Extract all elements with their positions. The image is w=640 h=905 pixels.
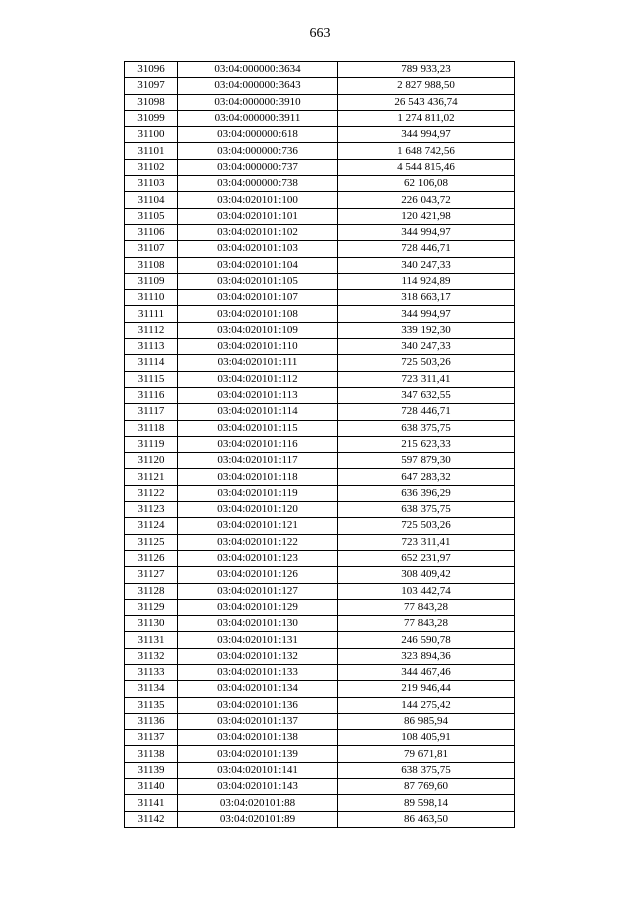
table-row bbox=[125, 550, 515, 566]
cadastral-number-cell: 03:04:020101:121 bbox=[178, 518, 338, 534]
table-row bbox=[125, 159, 515, 175]
value-cell: 347 632,55 bbox=[338, 387, 515, 403]
row-number-cell: 31139 bbox=[125, 762, 178, 778]
row-number-cell: 31142 bbox=[125, 811, 178, 827]
row-number-cell: 31138 bbox=[125, 746, 178, 762]
cadastral-number-cell: 03:04:020101:127 bbox=[178, 583, 338, 599]
cadastral-number-cell: 03:04:020101:100 bbox=[178, 192, 338, 208]
table-row bbox=[125, 110, 515, 126]
row-number-cell: 31104 bbox=[125, 192, 178, 208]
cadastral-number-cell: 03:04:020101:126 bbox=[178, 567, 338, 583]
table-row bbox=[125, 143, 515, 159]
value-cell: 723 311,41 bbox=[338, 534, 515, 550]
value-cell: 728 446,71 bbox=[338, 241, 515, 257]
cadastral-number-cell: 03:04:020101:123 bbox=[178, 550, 338, 566]
value-cell: 318 663,17 bbox=[338, 290, 515, 306]
table-row bbox=[125, 78, 515, 94]
cadastral-number-cell: 03:04:000000:738 bbox=[178, 176, 338, 192]
value-cell: 647 283,32 bbox=[338, 469, 515, 485]
row-number-cell: 31129 bbox=[125, 599, 178, 615]
cadastral-number-cell: 03:04:020101:131 bbox=[178, 632, 338, 648]
table-row bbox=[125, 730, 515, 746]
row-number-cell: 31135 bbox=[125, 697, 178, 713]
table-row bbox=[125, 518, 515, 534]
table-row bbox=[125, 306, 515, 322]
row-number-cell: 31097 bbox=[125, 78, 178, 94]
cadastral-value-table bbox=[124, 61, 515, 828]
value-cell: 108 405,91 bbox=[338, 730, 515, 746]
value-cell: 77 843,28 bbox=[338, 616, 515, 632]
table-body bbox=[125, 62, 515, 828]
row-number-cell: 31111 bbox=[125, 306, 178, 322]
value-cell: 87 769,60 bbox=[338, 779, 515, 795]
row-number-cell: 31099 bbox=[125, 110, 178, 126]
cadastral-number-cell: 03:04:020101:129 bbox=[178, 599, 338, 615]
cadastral-number-cell: 03:04:020101:139 bbox=[178, 746, 338, 762]
table-row bbox=[125, 485, 515, 501]
value-cell: 638 375,75 bbox=[338, 762, 515, 778]
cadastral-number-cell: 03:04:020101:112 bbox=[178, 371, 338, 387]
row-number-cell: 31131 bbox=[125, 632, 178, 648]
cadastral-number-cell: 03:04:020101:118 bbox=[178, 469, 338, 485]
value-cell: 344 994,97 bbox=[338, 127, 515, 143]
cadastral-number-cell: 03:04:000000:3634 bbox=[178, 62, 338, 78]
table-row bbox=[125, 322, 515, 338]
cadastral-number-cell: 03:04:000000:3911 bbox=[178, 110, 338, 126]
value-cell: 344 994,97 bbox=[338, 306, 515, 322]
value-cell: 323 894,36 bbox=[338, 648, 515, 664]
value-cell: 308 409,42 bbox=[338, 567, 515, 583]
row-number-cell: 31137 bbox=[125, 730, 178, 746]
row-number-cell: 31096 bbox=[125, 62, 178, 78]
value-cell: 77 843,28 bbox=[338, 599, 515, 615]
value-cell: 62 106,08 bbox=[338, 176, 515, 192]
row-number-cell: 31128 bbox=[125, 583, 178, 599]
value-cell: 725 503,26 bbox=[338, 355, 515, 371]
value-cell: 89 598,14 bbox=[338, 795, 515, 811]
cadastral-number-cell: 03:04:020101:105 bbox=[178, 273, 338, 289]
table-row bbox=[125, 648, 515, 664]
value-cell: 246 590,78 bbox=[338, 632, 515, 648]
value-cell: 789 933,23 bbox=[338, 62, 515, 78]
cadastral-number-cell: 03:04:020101:88 bbox=[178, 795, 338, 811]
table-row bbox=[125, 713, 515, 729]
row-number-cell: 31125 bbox=[125, 534, 178, 550]
cadastral-number-cell: 03:04:020101:103 bbox=[178, 241, 338, 257]
cadastral-number-cell: 03:04:020101:108 bbox=[178, 306, 338, 322]
table-row bbox=[125, 387, 515, 403]
row-number-cell: 31124 bbox=[125, 518, 178, 534]
row-number-cell: 31141 bbox=[125, 795, 178, 811]
row-number-cell: 31107 bbox=[125, 241, 178, 257]
value-cell: 597 879,30 bbox=[338, 453, 515, 469]
table-row bbox=[125, 453, 515, 469]
table-row bbox=[125, 762, 515, 778]
row-number-cell: 31109 bbox=[125, 273, 178, 289]
cadastral-number-cell: 03:04:020101:137 bbox=[178, 713, 338, 729]
value-cell: 79 671,81 bbox=[338, 746, 515, 762]
row-number-cell: 31114 bbox=[125, 355, 178, 371]
row-number-cell: 31103 bbox=[125, 176, 178, 192]
cadastral-number-cell: 03:04:020101:138 bbox=[178, 730, 338, 746]
cadastral-number-cell: 03:04:020101:114 bbox=[178, 404, 338, 420]
table-row bbox=[125, 811, 515, 827]
value-cell: 219 946,44 bbox=[338, 681, 515, 697]
table-row bbox=[125, 599, 515, 615]
table-row bbox=[125, 616, 515, 632]
table-row bbox=[125, 420, 515, 436]
cadastral-number-cell: 03:04:020101:136 bbox=[178, 697, 338, 713]
row-number-cell: 31133 bbox=[125, 664, 178, 680]
value-cell: 103 442,74 bbox=[338, 583, 515, 599]
row-number-cell: 31122 bbox=[125, 485, 178, 501]
table-row bbox=[125, 795, 515, 811]
cadastral-number-cell: 03:04:020101:116 bbox=[178, 436, 338, 452]
row-number-cell: 31117 bbox=[125, 404, 178, 420]
table-row bbox=[125, 355, 515, 371]
table-row bbox=[125, 632, 515, 648]
cadastral-number-cell: 03:04:020101:132 bbox=[178, 648, 338, 664]
row-number-cell: 31134 bbox=[125, 681, 178, 697]
cadastral-number-cell: 03:04:020101:130 bbox=[178, 616, 338, 632]
cadastral-number-cell: 03:04:020101:109 bbox=[178, 322, 338, 338]
value-cell: 1 274 811,02 bbox=[338, 110, 515, 126]
table-row bbox=[125, 371, 515, 387]
table-row bbox=[125, 192, 515, 208]
row-number-cell: 31127 bbox=[125, 567, 178, 583]
table-row bbox=[125, 664, 515, 680]
row-number-cell: 31112 bbox=[125, 322, 178, 338]
table-row bbox=[125, 436, 515, 452]
table-row bbox=[125, 567, 515, 583]
page-number: 663 bbox=[309, 26, 331, 41]
value-cell: 344 994,97 bbox=[338, 224, 515, 240]
row-number-cell: 31119 bbox=[125, 436, 178, 452]
value-cell: 114 924,89 bbox=[338, 273, 515, 289]
cadastral-number-cell: 03:04:020101:119 bbox=[178, 485, 338, 501]
row-number-cell: 31098 bbox=[125, 94, 178, 110]
table-row bbox=[125, 127, 515, 143]
table-row bbox=[125, 746, 515, 762]
value-cell: 4 544 815,46 bbox=[338, 159, 515, 175]
cadastral-number-cell: 03:04:020101:104 bbox=[178, 257, 338, 273]
cadastral-number-cell: 03:04:020101:89 bbox=[178, 811, 338, 827]
value-cell: 144 275,42 bbox=[338, 697, 515, 713]
row-number-cell: 31132 bbox=[125, 648, 178, 664]
row-number-cell: 31100 bbox=[125, 127, 178, 143]
cadastral-number-cell: 03:04:020101:107 bbox=[178, 290, 338, 306]
table-row bbox=[125, 681, 515, 697]
table-row bbox=[125, 208, 515, 224]
table-row bbox=[125, 469, 515, 485]
row-number-cell: 31121 bbox=[125, 469, 178, 485]
value-cell: 226 043,72 bbox=[338, 192, 515, 208]
row-number-cell: 31113 bbox=[125, 339, 178, 355]
cadastral-number-cell: 03:04:020101:113 bbox=[178, 387, 338, 403]
cadastral-number-cell: 03:04:020101:110 bbox=[178, 339, 338, 355]
row-number-cell: 31136 bbox=[125, 713, 178, 729]
table-row bbox=[125, 290, 515, 306]
table-row bbox=[125, 583, 515, 599]
value-cell: 725 503,26 bbox=[338, 518, 515, 534]
cadastral-number-cell: 03:04:020101:111 bbox=[178, 355, 338, 371]
table-row bbox=[125, 502, 515, 518]
value-cell: 2 827 988,50 bbox=[338, 78, 515, 94]
value-cell: 340 247,33 bbox=[338, 257, 515, 273]
value-cell: 636 396,29 bbox=[338, 485, 515, 501]
row-number-cell: 31123 bbox=[125, 502, 178, 518]
table-row bbox=[125, 404, 515, 420]
cadastral-number-cell: 03:04:020101:120 bbox=[178, 502, 338, 518]
cadastral-number-cell: 03:04:000000:618 bbox=[178, 127, 338, 143]
cadastral-number-cell: 03:04:000000:737 bbox=[178, 159, 338, 175]
row-number-cell: 31108 bbox=[125, 257, 178, 273]
row-number-cell: 31118 bbox=[125, 420, 178, 436]
cadastral-number-cell: 03:04:020101:134 bbox=[178, 681, 338, 697]
value-cell: 638 375,75 bbox=[338, 420, 515, 436]
table-row bbox=[125, 62, 515, 78]
row-number-cell: 31106 bbox=[125, 224, 178, 240]
row-number-cell: 31105 bbox=[125, 208, 178, 224]
cadastral-number-cell: 03:04:000000:3643 bbox=[178, 78, 338, 94]
table-row bbox=[125, 241, 515, 257]
cadastral-number-cell: 03:04:020101:141 bbox=[178, 762, 338, 778]
table-row bbox=[125, 779, 515, 795]
table-row bbox=[125, 273, 515, 289]
cadastral-number-cell: 03:04:020101:122 bbox=[178, 534, 338, 550]
value-cell: 638 375,75 bbox=[338, 502, 515, 518]
value-cell: 215 623,33 bbox=[338, 436, 515, 452]
cadastral-number-cell: 03:04:020101:133 bbox=[178, 664, 338, 680]
cadastral-number-cell: 03:04:000000:3910 bbox=[178, 94, 338, 110]
table-row bbox=[125, 534, 515, 550]
value-cell: 1 648 742,56 bbox=[338, 143, 515, 159]
row-number-cell: 31115 bbox=[125, 371, 178, 387]
cadastral-number-cell: 03:04:000000:736 bbox=[178, 143, 338, 159]
value-cell: 723 311,41 bbox=[338, 371, 515, 387]
value-cell: 340 247,33 bbox=[338, 339, 515, 355]
row-number-cell: 31140 bbox=[125, 779, 178, 795]
value-cell: 86 463,50 bbox=[338, 811, 515, 827]
table-row bbox=[125, 697, 515, 713]
value-cell: 728 446,71 bbox=[338, 404, 515, 420]
cadastral-number-cell: 03:04:020101:117 bbox=[178, 453, 338, 469]
row-number-cell: 31120 bbox=[125, 453, 178, 469]
row-number-cell: 31126 bbox=[125, 550, 178, 566]
row-number-cell: 31130 bbox=[125, 616, 178, 632]
table-row bbox=[125, 339, 515, 355]
table-row bbox=[125, 257, 515, 273]
row-number-cell: 31101 bbox=[125, 143, 178, 159]
table-row bbox=[125, 94, 515, 110]
cadastral-number-cell: 03:04:020101:102 bbox=[178, 224, 338, 240]
value-cell: 86 985,94 bbox=[338, 713, 515, 729]
value-cell: 26 543 436,74 bbox=[338, 94, 515, 110]
value-cell: 652 231,97 bbox=[338, 550, 515, 566]
cadastral-number-cell: 03:04:020101:101 bbox=[178, 208, 338, 224]
value-cell: 339 192,30 bbox=[338, 322, 515, 338]
row-number-cell: 31110 bbox=[125, 290, 178, 306]
cadastral-number-cell: 03:04:020101:143 bbox=[178, 779, 338, 795]
value-cell: 120 421,98 bbox=[338, 208, 515, 224]
table-row bbox=[125, 176, 515, 192]
table-row bbox=[125, 224, 515, 240]
row-number-cell: 31116 bbox=[125, 387, 178, 403]
value-cell: 344 467,46 bbox=[338, 664, 515, 680]
cadastral-number-cell: 03:04:020101:115 bbox=[178, 420, 338, 436]
row-number-cell: 31102 bbox=[125, 159, 178, 175]
